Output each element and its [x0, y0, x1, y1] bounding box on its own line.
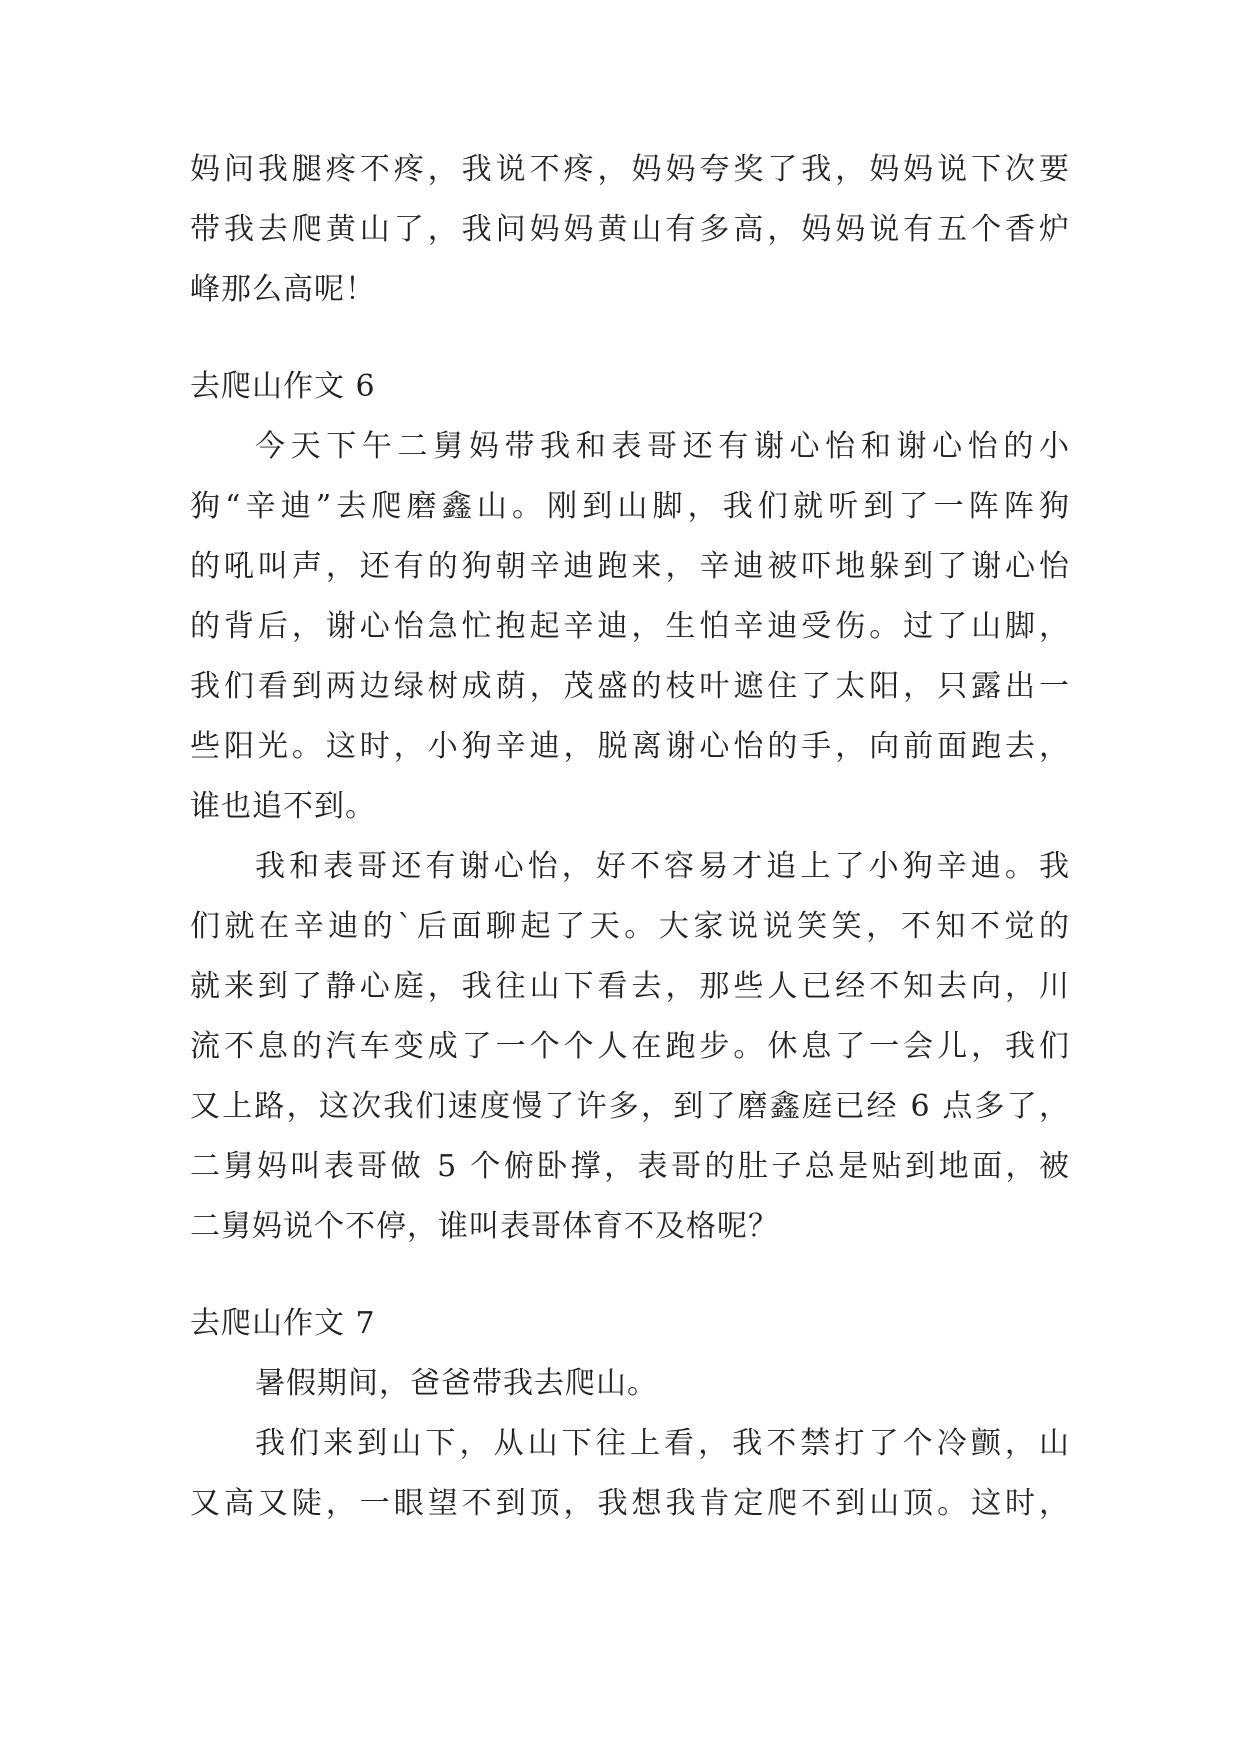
body-line: 又上路，这次我们速度慢了许多，到了磨鑫庭已经 6 点多了，	[190, 1089, 1070, 1124]
body-line: 我们来到山下，从山下往上看，我不禁打了个冷颤，山	[255, 1426, 1070, 1461]
body-line: 谁也追不到。	[190, 789, 376, 824]
body-line: 峰那么高呢！	[190, 272, 376, 307]
body-line: 今天下午二舅妈带我和表哥还有谢心怡和谢心怡的小	[255, 429, 1070, 464]
body-line: 流不息的汽车变成了一个个人在跑步。休息了一会儿，我们	[190, 1029, 1070, 1064]
body-line: 狗“辛迪”去爬磨鑫山。刚到山脚，我们就听到了一阵阵狗	[190, 489, 1070, 524]
body-line: 暑假期间，爸爸带我去爬山。	[255, 1366, 658, 1401]
body-line: 我们看到两边绿树成荫，茂盛的枝叶遮住了太阳，只露出一	[190, 669, 1070, 704]
body-line: 我和表哥还有谢心怡，好不容易才追上了小狗辛迪。我	[255, 849, 1070, 884]
body-line: 些阳光。这时，小狗辛迪，脱离谢心怡的手，向前面跑去，	[190, 729, 1070, 764]
body-line: 二舅妈叫表哥做 5 个俯卧撑，表哥的肚子总是贴到地面，被	[190, 1149, 1070, 1184]
body-line: 就来到了静心庭，我往山下看去，那些人已经不知去向，川	[190, 969, 1070, 1004]
section-heading: 去爬山作文 7	[190, 1306, 376, 1341]
body-line: 们就在辛迪的`后面聊起了天。大家说说笑笑，不知不觉的	[190, 909, 1070, 944]
section-heading: 去爬山作文 6	[190, 369, 376, 404]
body-line: 二舅妈说个不停，谁叫表哥体育不及格呢？	[190, 1209, 779, 1244]
body-line: 又高又陡，一眼望不到顶，我想我肯定爬不到山顶。这时，	[190, 1486, 1070, 1521]
body-line: 的背后，谢心怡急忙抱起辛迪，生怕辛迪受伤。过了山脚，	[190, 609, 1070, 644]
body-line: 妈问我腿疼不疼，我说不疼，妈妈夸奖了我，妈妈说下次要	[190, 152, 1070, 187]
body-line: 带我去爬黄山了，我问妈妈黄山有多高，妈妈说有五个香炉	[190, 212, 1070, 247]
body-line: 的吼叫声，还有的狗朝辛迪跑来，辛迪被吓地躲到了谢心怡	[190, 549, 1070, 584]
